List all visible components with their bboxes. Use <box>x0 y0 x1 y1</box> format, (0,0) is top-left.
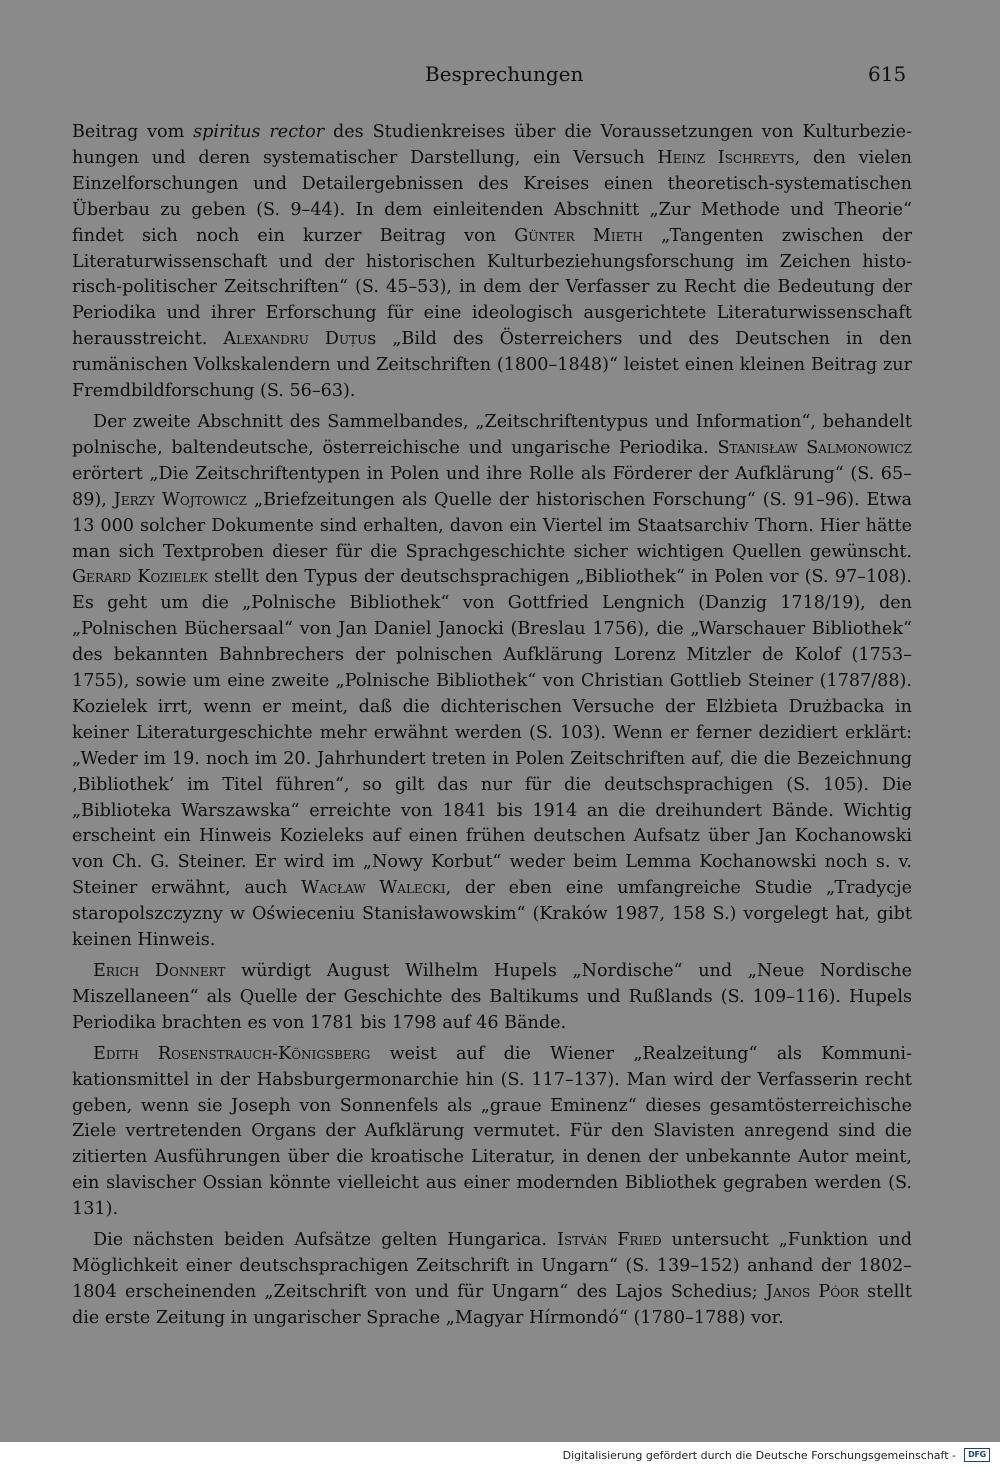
author-name: Erich Donnert <box>93 961 226 981</box>
running-title: Besprechungen <box>425 62 584 86</box>
text-run: , der eben eine umfangreiche Studie „Tradycje staropolszczyzny w Oświeceniu Stanisławowskim“ (Kraków 1987, 158 S.) vorgelegt hat, gibt keinen Hinweis. <box>72 878 913 951</box>
author-name: Alexandru Duțu <box>223 329 368 350</box>
text-run: , den vielen Einzelforschungen und Detailergebnissen des Kreises einen theoretisch-systematischen Überbau zu geben (S. 9–44). In dem einleitenden Abschnitt „Zur Methode und Theorie“ findet sich noch ein kurzer Beitrag von <box>72 147 912 246</box>
paragraph-4 <box>72 1042 912 1223</box>
italic-term: spiritus rector <box>193 122 325 142</box>
author-name: Stanisław Salmonowicz <box>717 437 912 458</box>
text-run: des Studienkreises über die Voraussetzungen von Kulturbeziehungen und deren systematischer Darstellung, ein Versuch <box>72 122 912 168</box>
author-name: Janos Póor <box>765 1281 859 1302</box>
author-name: Jerzy Wojtowicz <box>113 489 248 510</box>
paragraph-3 <box>72 959 912 1037</box>
text-run: stellt die erste Zeitung in ungarischer Sprache „Magyar Hírmondó“ (1780–1788) vor. <box>72 1281 912 1328</box>
paragraph-1 <box>72 120 912 405</box>
paragraph-5 <box>72 1228 912 1332</box>
author-name: Heinz Ischreyts <box>657 147 795 168</box>
author-name: István Fried <box>557 1230 662 1251</box>
page-number: 615 <box>868 62 907 86</box>
text-run: Der zweite Abschnitt des Sammelbandes, „Zeitschriftentypus und Information“, behandelt polnische, baltendeutsche, österreichische und ungarische Periodika. <box>72 411 912 458</box>
funding-credit: Digitalisierung gefördert durch die Deutsche Forschungsgemeinschaft - <box>562 1449 956 1462</box>
text-run: Beitrag vom <box>72 122 194 142</box>
author-name: Gerard Kozielek <box>72 567 208 588</box>
running-head <box>0 62 1000 92</box>
dfg-logo: DFG <box>964 1448 990 1462</box>
text-run: stellt den Typus der deutschsprachigen „Bibliothek“ in Polen vor (S. 97–108). Es geht um die „Polnische Bibliothek“ von Gottfried Lengnich (Danzig 1718/19), den „Polnischen Büchersaal“ von Jan Daniel Janocki (Breslau 1756), die „Warschauer Bibliothek“ des bekannten Bahnbrechers der polnischen Aufklärung Lorenz Mitzler de Kolof (1753–1755), sowie um eine zweite „Polnische Bibliothek“ von Christian Gottlieb Steiner (1787/88). Kozielek irrt, wenn er meint, daß die dichterischen Versuche der Elżbieta Drużbacka in keiner Literaturgeschichte mehr erwähnt werden (S. 103). Wenn er ferner dezidiert erklärt: „Weder im 19. noch im 20. Jahrhundert treten in Polen Zeitschriften auf, die die Bezeichnung ‚Bibliothek‘ im Titel führen“, so gilt das nur für die deutschsprachigen (S. 105). Die „Biblioteka Warszawska“ erreichte von 1841 bis 1914 an die dreihundert Bände. Wichtig erscheint ein Hinweis Kozieleks auf einen frühen deutschen Aufsatz über Jan Kochanowski von Ch. G. Steiner. Er wird im „Nowy Korbut“ weder beim Lemma Kochanowski noch s. v. Steiner erwähnt, auch <box>72 567 912 899</box>
author-name: Günter Mieth <box>514 225 643 246</box>
text-run: würdigt August Wilhelm Hupels „Nordische“ und „Neue Nordische Miszellaneen“ als Quelle der Geschichte des Baltikums und Rußlands (S. 109–116). Hupels Periodika brachten es von 1781 bis 1798 auf 46 Bände. <box>72 961 912 1033</box>
text-run: untersucht „Funktion und Möglichkeit einer deutschsprachigen Zeitschrift in Ungarn“ (S. 139–152) anhand der 1802–1804 erscheinenden „Zeitschrift von und für Ungarn“ des Lajos Schedius; <box>72 1230 912 1302</box>
text-run: s „Bild des Österreichers und des Deutschen in den rumänischen Volkskalendern und Zeitschriften (1800–1848)“ leistet einen kleinen Beitrag zur Fremdbildforschung (S. 56–63). <box>72 329 912 402</box>
text-run: „Tangenten zwischen der Literaturwissenschaft und der historischen Kulturbeziehungsforschung im Zeichen historisch-politischer Zeitschriften“ (S. 45–53), in dem der Verfasser zu Recht die Bedeutung der Periodika und ihrer Erforschung für eine ideologisch ausgerichtete Literaturwissenschaft herausstreicht. <box>72 225 912 350</box>
text-run: „Briefzeitungen als Quelle der historischen Forschung“ (S. 91–96). Etwa 13 000 solcher Dokumente sind erhalten, davon ein Viertel im Staatsarchiv Thorn. Hier hätte man sich Textproben dieser für die Sprachgeschichte sicher wichtigen Quellen gewünscht. <box>72 489 913 562</box>
author-name: Wacław Walecki <box>301 878 446 899</box>
footer-bar <box>0 1442 1000 1469</box>
paragraph-2 <box>72 410 912 954</box>
author-name: Edith Rosenstrauch-Königsberg <box>93 1043 371 1064</box>
text-run: weist auf die Wiener „Realzeitung“ als Kommunikationsmittel in der Habsburgermonarchie hin (S. 117–137). Man wird der Verfasserin recht geben, wenn sie Joseph von Sonnenfels als „graue Eminenz“ dieses gesamtösterreichische Ziele vertretenden Organs der Aufklärung vermutet. Für den Slavisten anregend sind die zitierten Ausführungen über die kroatische Literatur, in denen der unbekannte Autor meint, ein slavischer Ossian könnte vielleicht aus einer modernden Bibliothek gegraben werden (S. 131). <box>72 1043 912 1220</box>
body-text <box>72 120 912 1332</box>
text-run: erörtert „Die Zeitschriftentypen in Polen und ihre Rolle als Förderer der Aufklärung“ (S. 65–89), <box>72 463 912 510</box>
text-run: Die nächsten beiden Aufsätze gelten Hungarica. <box>93 1230 558 1251</box>
